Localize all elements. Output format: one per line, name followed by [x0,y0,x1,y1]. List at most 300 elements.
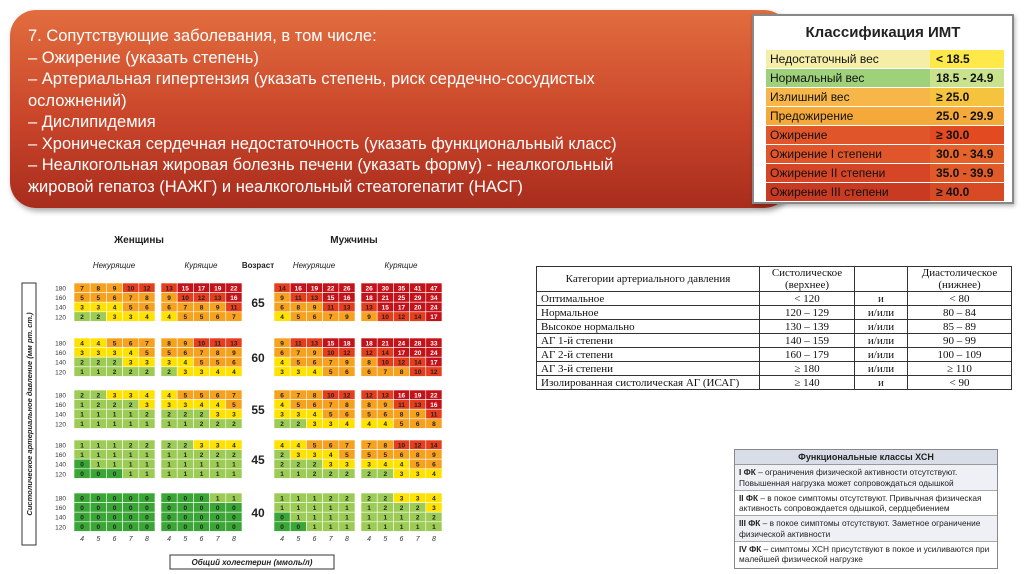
risk-value: 3 [399,471,404,479]
bp-diastolic: 100 – 109 [908,348,1012,362]
bp-conjunction: и/или [855,362,908,376]
risk-value: 0 [128,514,133,522]
risk-value: 3 [415,495,420,503]
risk-value: 13 [214,294,222,302]
risk-value: 9 [383,401,388,409]
bp-conjunction: и/или [855,306,908,320]
risk-value: 4 [296,442,301,450]
risk-value: 4 [383,461,388,469]
risk-value: 13 [414,401,422,409]
risk-value: 3 [112,392,117,400]
risk-value: 4 [167,314,171,322]
risk-value: 7 [296,392,301,400]
risk-value: 8 [432,421,436,429]
risk-value: 0 [215,514,220,522]
risk-value: 4 [432,471,436,479]
bmi-category: Недостаточный вес [766,50,930,68]
risk-value: 3 [96,304,101,312]
risk-value: 0 [96,471,101,479]
risk-value: 10 [327,349,335,357]
risk-value: 4 [280,401,284,409]
risk-value: 5 [367,451,371,459]
risk-value: 1 [345,504,349,512]
risk-value: 8 [367,359,371,367]
risk-value: 14 [414,359,422,367]
risk-value: 7 [199,349,204,357]
risk-value: 0 [183,495,188,503]
bp-systolic: < 120 [760,292,855,306]
bmi-range: ≥ 30.0 [930,126,1004,144]
bmi-row [766,164,1004,182]
risk-value: 2 [96,314,101,322]
risk-value: 8 [345,401,349,409]
risk-value: 6 [280,392,284,400]
risk-value: 0 [112,514,117,522]
risk-value: 1 [80,442,84,450]
header-systolic: Систолическое (верхнее) [760,267,855,292]
bp-conjunction: и/или [855,320,908,334]
risk-value: 7 [367,442,371,450]
risk-value: 1 [128,461,133,469]
bp-level-label: 140 [55,411,66,419]
risk-value: 0 [96,504,101,512]
cholesterol-tick: 7 [415,536,420,543]
risk-value: 3 [145,359,149,367]
risk-value: 0 [145,504,149,512]
risk-value: 10 [181,294,189,302]
nonsmoking-men-label: Некурящие [292,261,336,270]
header-category: Категории артериального давления [537,267,760,292]
risk-value: 5 [296,314,301,322]
risk-value: 13 [381,392,389,400]
risk-value: 1 [80,401,84,409]
bp-level-label: 160 [55,402,66,410]
risk-value: 0 [80,471,84,479]
risk-value: 1 [183,421,188,429]
risk-value: 0 [296,524,301,532]
risk-value: 14 [381,349,389,357]
risk-value: 19 [214,285,222,293]
risk-value: 7 [296,349,301,357]
risk-value: 12 [365,392,373,400]
age-value: 60 [251,351,265,365]
risk-value: 0 [112,471,117,479]
risk-value: 5 [328,411,333,419]
nonsmoking-women-label: Некурящие [92,261,136,270]
risk-value: 1 [145,461,149,469]
risk-value: 8 [199,304,204,312]
hf-items [735,465,997,566]
banner-line: – Хроническая сердечная недостаточность (указать функциональный класс) [28,134,617,153]
risk-value: 2 [80,314,84,322]
risk-value: 1 [183,471,188,479]
risk-value: 8 [383,442,388,450]
risk-value: 2 [128,369,133,377]
risk-value: 2 [96,401,101,409]
risk-value: 1 [383,524,388,532]
risk-value: 1 [96,411,101,419]
risk-value: 0 [199,504,204,512]
bp-category: АГ 3-й степени [537,362,760,376]
risk-value: 3 [215,442,220,450]
risk-value: 6 [345,369,349,377]
risk-value: 6 [280,349,284,357]
risk-value: 9 [367,314,371,322]
risk-value: 1 [112,461,117,469]
risk-value: 1 [145,421,149,429]
risk-value: 8 [399,369,404,377]
bp-systolic: 130 – 139 [760,320,855,334]
risk-value: 11 [430,411,438,419]
age-value: 65 [251,296,265,310]
risk-value: 3 [345,461,349,469]
banner-line: – Артериальная гипертензия (указать степень, риск сердечно-сосудистых [28,70,595,88]
bp-level-label: 140 [55,359,66,367]
y-axis-label: Систолическое артериальное давление (мм рт. ст.) [25,312,34,516]
risk-value: 2 [383,495,388,503]
risk-value: 24 [430,349,438,357]
bmi-row [766,88,1004,106]
risk-value: 1 [345,514,349,522]
risk-value: 2 [415,504,420,512]
risk-value: 0 [280,524,284,532]
cholesterol-tick: 8 [144,536,149,543]
risk-value: 3 [183,369,188,377]
risk-value: 19 [310,285,319,293]
risk-value: 2 [145,369,149,377]
risk-value: 2 [128,401,133,409]
bp-level-label: 140 [55,304,66,312]
risk-value: 1 [328,504,333,512]
risk-value: 33 [430,340,438,348]
risk-value: 0 [215,524,220,532]
risk-value: 1 [280,471,284,479]
cholesterol-tick: 4 [367,536,372,543]
risk-value: 1 [112,411,117,419]
risk-value: 13 [165,285,173,293]
risk-value: 6 [232,359,236,367]
bp-systolic: 140 – 159 [760,334,855,348]
risk-value: 0 [199,495,204,503]
risk-value: 2 [80,359,84,367]
heart-failure-classes-panel [734,449,998,569]
risk-value: 1 [312,504,317,512]
risk-value: 0 [145,524,149,532]
risk-value: 3 [128,392,133,400]
risk-value: 9 [345,359,349,367]
risk-value: 2 [112,359,117,367]
risk-value: 14 [278,285,286,293]
comorbidities-banner [10,10,790,208]
risk-value: 15 [327,340,335,348]
age-value: 55 [251,403,265,417]
risk-value: 1 [80,369,84,377]
risk-value: 0 [167,495,171,503]
risk-value: 3 [399,495,404,503]
risk-value: 2 [345,495,349,503]
risk-value: 3 [312,451,317,459]
risk-value: 0 [96,495,101,503]
risk-value: 24 [397,340,406,348]
risk-value: 2 [145,442,149,450]
risk-value: 22 [230,285,238,293]
risk-value: 1 [415,524,420,532]
risk-value: 22 [430,392,438,400]
risk-value: 4 [280,314,284,322]
risk-value: 6 [167,304,171,312]
risk-value: 1 [167,451,171,459]
risk-value: 3 [199,442,204,450]
risk-value: 4 [345,421,349,429]
table-row [537,320,1012,334]
risk-value: 1 [145,451,149,459]
risk-value: 4 [145,392,149,400]
risk-value: 1 [280,495,284,503]
risk-value: 1 [128,451,133,459]
risk-value: 2 [296,421,301,429]
risk-value: 7 [328,359,333,367]
risk-value: 6 [312,314,317,322]
risk-value: 25 [397,294,406,302]
risk-value: 10 [381,359,389,367]
risk-value: 4 [312,369,317,377]
risk-value: 7 [80,285,84,293]
table-row [537,306,1012,320]
risk-value: 3 [167,359,171,367]
risk-value: 9 [215,304,220,312]
risk-value: 16 [294,285,302,293]
risk-value: 8 [367,401,371,409]
risk-value: 6 [128,340,133,348]
bmi-category: Ожирение I степени [766,145,930,163]
risk-value: 9 [312,304,317,312]
bmi-range: 30.0 - 34.9 [930,145,1004,163]
bmi-category: Излишний вес [766,88,930,106]
banner-line: – Дислипидемия [28,113,156,131]
risk-value: 1 [112,451,117,459]
banner-line: осложнений) [28,91,127,110]
risk-value: 14 [430,442,438,450]
bp-category: Изолированная систолическая АГ (ИСАГ) [537,376,760,390]
risk-value: 2 [80,392,84,400]
risk-value: 3 [328,421,333,429]
risk-value: 21 [381,294,389,302]
risk-value: 8 [215,349,220,357]
risk-value: 7 [232,392,236,400]
risk-value: 2 [312,471,317,479]
hf-class-roman: III ФК [739,518,761,529]
risk-value: 2 [215,451,220,459]
risk-value: 15 [181,285,189,293]
risk-value: 11 [230,304,238,312]
bmi-range: < 18.5 [930,50,1004,68]
risk-value: 7 [383,369,388,377]
risk-value: 0 [128,504,133,512]
risk-value: 6 [399,451,404,459]
risk-value: 3 [183,401,188,409]
cholesterol-tick: 5 [296,536,301,543]
risk-value: 12 [430,369,438,377]
bp-systolic: 160 – 179 [760,348,855,362]
risk-value: 4 [232,442,236,450]
risk-value: 8 [399,411,404,419]
risk-value: 6 [312,359,317,367]
risk-value: 1 [312,495,317,503]
risk-value: 3 [296,451,301,459]
bmi-row [766,145,1004,163]
bmi-range: 25.0 - 29.9 [930,107,1004,125]
risk-value: 0 [232,524,236,532]
table-row [537,376,1012,390]
cholesterol-tick: 7 [215,536,220,543]
risk-value: 1 [432,524,436,532]
risk-value: 2 [328,495,333,503]
risk-value: 1 [367,524,371,532]
risk-value: 1 [128,421,133,429]
risk-value: 4 [432,495,436,503]
hf-class-text: – в покое симптомы отсутствуют. Заметное ограничение физической активности [739,518,981,539]
risk-value: 1 [199,461,204,469]
risk-value: 17 [430,359,438,367]
risk-value: 0 [145,495,149,503]
risk-value: 12 [397,359,406,367]
risk-value: 12 [397,314,406,322]
risk-value: 2 [199,451,204,459]
risk-value: 3 [367,461,371,469]
risk-value: 3 [96,349,101,357]
bp-level-label: 160 [55,505,66,513]
risk-value: 2 [128,442,133,450]
risk-value: 5 [296,401,301,409]
risk-value: 2 [167,369,171,377]
risk-value: 4 [96,340,101,348]
bmi-category: Ожирение II степени [766,164,930,182]
bmi-range: 35.0 - 39.9 [930,164,1004,182]
bp-category: Оптимальное [537,292,760,306]
risk-value: 1 [328,514,333,522]
cholesterol-tick: 5 [96,536,101,543]
table-row [537,348,1012,362]
bp-conjunction: и [855,376,908,390]
bp-diastolic: 90 – 99 [908,334,1012,348]
risk-value: 8 [145,294,149,302]
risk-value: 2 [415,514,420,522]
bmi-range: ≥ 25.0 [930,88,1004,106]
risk-value: 4 [328,451,333,459]
risk-value: 5 [215,359,220,367]
risk-value: 1 [199,471,204,479]
risk-value: 7 [328,401,333,409]
risk-value: 0 [96,514,101,522]
risk-value: 15 [381,304,389,312]
bmi-row [766,50,1004,68]
risk-value: 21 [381,340,389,348]
risk-value: 11 [294,340,302,348]
risk-value: 1 [96,451,101,459]
risk-value: 3 [312,421,317,429]
risk-value: 26 [343,285,351,293]
risk-value: 10 [397,442,406,450]
risk-value: 1 [296,504,301,512]
risk-value: 1 [280,504,284,512]
bp-diastolic: < 80 [908,292,1012,306]
risk-value: 2 [296,461,301,469]
risk-value: 18 [365,340,373,348]
risk-value: 0 [112,495,117,503]
risk-value: 34 [430,294,438,302]
bmi-category: Нормальный вес [766,69,930,87]
risk-value: 3 [128,359,133,367]
bp-category: Нормальное [537,306,760,320]
risk-value: 2 [145,411,149,419]
risk-value: 3 [199,369,204,377]
risk-value: 9 [345,314,349,322]
bp-diastolic: 85 – 89 [908,320,1012,334]
risk-value: 2 [345,471,349,479]
risk-value: 1 [145,471,149,479]
risk-value: 1 [383,514,388,522]
risk-value: 0 [183,514,188,522]
risk-value: 8 [167,340,171,348]
risk-value: 5 [199,392,204,400]
risk-value: 1 [96,369,101,377]
risk-value: 8 [296,304,301,312]
bp-categories-table [536,266,1012,390]
risk-value: 0 [232,504,236,512]
bp-level-label: 120 [55,369,66,377]
risk-value: 9 [183,340,188,348]
risk-value: 1 [167,461,171,469]
bp-diastolic: < 90 [908,376,1012,390]
risk-value: 4 [232,369,236,377]
risk-value: 17 [397,349,406,357]
risk-value: 0 [80,524,84,532]
risk-value: 5 [399,421,404,429]
risk-value: 5 [383,451,388,459]
risk-value: 3 [415,471,420,479]
risk-value: 1 [96,421,101,429]
risk-value: 2 [432,514,436,522]
risk-value: 2 [167,411,171,419]
risk-value: 3 [232,411,236,419]
bp-level-label: 140 [55,514,66,522]
risk-value: 1 [367,514,371,522]
risk-value: 4 [215,369,220,377]
risk-value: 1 [167,421,171,429]
risk-value: 7 [345,442,349,450]
risk-value: 6 [145,304,149,312]
risk-value: 8 [96,285,101,293]
risk-value: 1 [296,495,301,503]
risk-value: 2 [232,421,236,429]
risk-value: 3 [215,411,220,419]
risk-value: 1 [215,471,220,479]
risk-value: 10 [381,314,389,322]
risk-value: 1 [328,524,333,532]
risk-value: 47 [430,285,438,293]
risk-value: 1 [80,421,84,429]
risk-value: 7 [328,314,333,322]
risk-value: 6 [280,304,284,312]
banner-line: – Ожирение (указать степень) [28,48,259,67]
risk-value: 0 [128,524,133,532]
risk-value: 0 [183,524,188,532]
banner-line: 7. Сопутствующие заболевания, в том числе: [28,27,377,45]
risk-value: 3 [432,504,436,512]
risk-value: 13 [365,304,373,312]
bmi-classification-panel [752,14,1014,204]
risk-value: 9 [280,340,284,348]
